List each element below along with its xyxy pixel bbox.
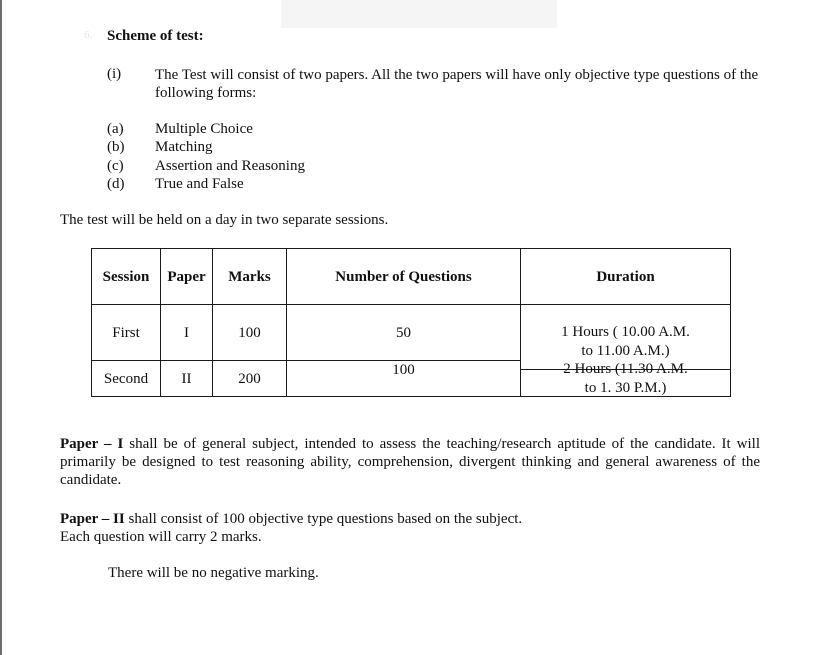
form-b-text: Matching — [155, 139, 213, 155]
row2-session: Second — [103, 371, 149, 387]
paper-two-marks-line: Each question will carry 2 marks. — [60, 529, 262, 545]
header-row-divider — [92, 304, 730, 305]
header-paper: Paper — [167, 269, 206, 285]
row1-paper: I — [184, 325, 189, 341]
sessions-line: The test will be held on a day in two separate sessions. — [60, 212, 389, 228]
paper-one-description — [60, 435, 760, 489]
paper-two-description — [60, 510, 760, 546]
para-i-label: (i) — [107, 66, 122, 82]
row2-duration-line2: to 1. 30 P.M.) — [584, 380, 667, 396]
header-banner-faint — [281, 0, 557, 28]
page-left-border — [0, 0, 2, 655]
header-duration: Duration — [596, 269, 655, 285]
paper-one-label: Paper – I — [60, 436, 124, 452]
form-c-label: (c) — [107, 158, 124, 174]
form-d-text: True and False — [155, 176, 244, 192]
form-a-text: Multiple Choice — [155, 121, 253, 137]
form-d-label: (d) — [107, 176, 125, 192]
exam-schedule-table — [91, 248, 731, 397]
form-a-label: (a) — [107, 121, 124, 137]
row1-session: First — [112, 325, 140, 341]
row2-paper: II — [181, 371, 192, 387]
form-c-text: Assertion and Reasoning — [155, 158, 305, 174]
row2-duration-line1: 2 Hours (11.30 A.M. — [563, 361, 688, 377]
paper-two-text: shall consist of 100 objective type questions based on the subject. — [128, 511, 523, 527]
para-i-text: The Test will consist of two papers. All the two papers will have only objective type questions of the following forms: — [155, 67, 759, 101]
paper-one-text: shall be of general subject, intended to assess the teaching/research aptitude of the candidate. It will primarily be designed to test reasoning ability, comprehension, divergent thinking and general awareness of the candidate. — [60, 436, 760, 488]
row1-duration-line1: 1 Hours ( 10.00 A.M. — [561, 324, 690, 340]
row1-duration-line2: to 11.00 A.M.) — [581, 343, 670, 359]
row1-marks: 100 — [238, 325, 261, 341]
row1-question-count: 50 — [396, 325, 411, 341]
scheme-heading: Scheme of test: — [107, 28, 204, 44]
header-session: Session — [102, 269, 150, 285]
row2-marks: 200 — [238, 371, 261, 387]
header-marks: Marks — [228, 269, 271, 285]
row2-question-count: 100 — [392, 362, 415, 378]
header-number-of-questions: Number of Questions — [335, 269, 472, 285]
negative-marking-note: There will be no negative marking. — [108, 565, 319, 581]
paper-two-label: Paper – II — [60, 511, 125, 527]
section-number: 6. — [84, 29, 93, 41]
form-b-label: (b) — [107, 139, 125, 155]
